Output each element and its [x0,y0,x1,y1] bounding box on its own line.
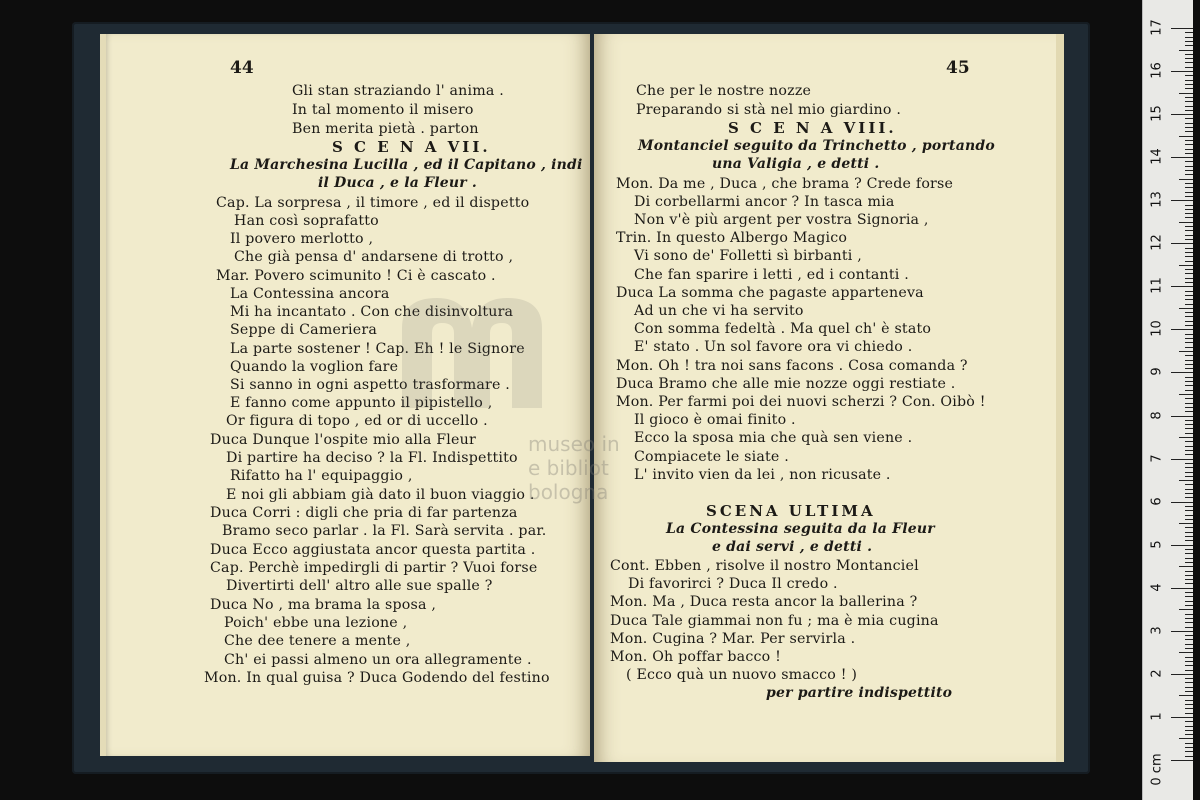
ruler-tick [1171,674,1193,675]
right-text-line: E' stato . Un sol favore ora vi chiedo . [634,339,913,355]
right-text-line: Mon. Da me , Duca , che brama ? Crede forse [616,176,954,192]
ruler-tick [1179,523,1193,524]
ruler-tick [1185,639,1193,640]
ruler-tick [1185,441,1193,442]
ruler-tick [1179,652,1193,653]
ruler-tick [1185,170,1193,171]
ruler-tick [1179,265,1193,266]
ruler-tick [1185,575,1193,576]
ruler-tick [1185,454,1193,455]
ruler-tick [1185,700,1193,701]
left-text-line: Mar. Povero scimunito ! Ci è cascato . [216,268,496,284]
ruler-tick [1185,299,1193,300]
ruler-tick [1185,476,1193,477]
ruler-tick [1185,420,1193,421]
ruler-tick [1185,252,1193,253]
right-text-line: Duca Bramo che alle mie nozze oggi restiate . [616,376,956,392]
ruler-tick [1185,183,1193,184]
left-text-line: Bramo seco parlar . la Fl. Sarà servita . par. [222,523,547,539]
ruler-tick [1185,605,1193,606]
ruler-number: 5 [1149,540,1165,549]
ruler-tick [1185,571,1193,572]
left-text-line: E noi gli abbiam già dato il buon viaggio . [226,487,535,503]
ruler-tick [1171,459,1193,460]
ruler-tick [1171,329,1193,330]
ruler-tick [1185,45,1193,46]
ruler-tick [1171,545,1193,546]
ruler-tick [1179,179,1193,180]
left-text-line: Divertirti dell' altro alle sue spalle ? [226,578,493,594]
right-page-number: 45 [946,58,970,78]
right-text-line: Mon. Oh poffar bacco ! [610,649,781,665]
ruler-tick [1185,726,1193,727]
ruler-tick [1185,751,1193,752]
ruler-tick [1185,101,1193,102]
right-text-line: Compiacete le siate . [634,449,789,465]
ruler-tick [1185,472,1193,473]
ruler-tick [1185,88,1193,89]
ruler-unit-label: 0 cm [1149,753,1165,786]
ruler-tick [1185,527,1193,528]
left-text-line: La parte sostener ! Cap. Eh ! le Signore [230,341,525,357]
ruler-tick [1185,519,1193,520]
ruler-number: 2 [1149,669,1165,678]
watermark-line: bologna [528,480,609,504]
left-text-line: Duca Ecco aggiustata ancor questa partita . [210,542,536,558]
right-text-line: L' invito vien da lei , non ricusate . [634,467,891,483]
ruler-tick [1185,256,1193,257]
ruler-tick [1171,631,1193,632]
ruler-tick [1185,540,1193,541]
ruler-tick [1185,235,1193,236]
ruler-tick [1185,80,1193,81]
ruler-tick [1185,627,1193,628]
ruler-number: 6 [1149,497,1165,506]
ruler-tick [1185,342,1193,343]
left-text-line: Seppe di Cameriera [230,322,378,338]
ruler-tick [1185,665,1193,666]
ruler-tick [1185,131,1193,132]
ruler-tick [1185,682,1193,683]
left-text-line: Mon. In qual guisa ? Duca Godendo del festino [204,670,550,686]
ruler-tick [1185,691,1193,692]
ruler-tick [1185,174,1193,175]
ruler-tick [1185,756,1193,757]
ruler-tick [1185,62,1193,63]
right-text-line: Ad un che vi ha servito [634,303,804,319]
ruler-tick [1185,205,1193,206]
ruler-tick [1179,136,1193,137]
right-text-line: Trin. In questo Albergo Magico [616,230,848,246]
ruler-tick [1185,428,1193,429]
ruler-number: 9 [1149,367,1165,377]
ruler-tick [1185,295,1193,296]
left-text-line: Di partire ha deciso ? la Fl. Indispettito [226,450,518,466]
right-text-line: Preparando si stà nel mio giardino . [636,102,902,118]
ruler-tick [1185,596,1193,597]
ruler-tick [1185,390,1193,391]
right-text-line: Duca La somma che pagaste apparteneva [616,285,924,301]
left-text-line: Si sanno in ogni aspetto trasformare . [230,377,511,393]
ruler-tick [1185,149,1193,150]
ruler-number: 10 [1149,320,1165,338]
ruler-tick [1185,558,1193,559]
ruler-number: 15 [1149,105,1165,122]
ruler-tick [1185,368,1193,369]
left-page-number: 44 [230,58,254,78]
ruler-tick [1171,760,1193,761]
right-text-line: Di corbellarmi ancor ? In tasca mia [634,194,895,210]
ruler-tick [1185,407,1193,408]
ruler-tick [1185,144,1193,145]
left-text-line: Duca Dunque l'ospite mio alla Fleur [210,432,476,448]
ruler-tick [1185,209,1193,210]
ruler-tick [1185,704,1193,705]
ruler-tick [1185,562,1193,563]
left-text-line: Che dee tenere a mente , [224,633,411,649]
ruler-tick [1185,37,1193,38]
ruler-tick [1185,239,1193,240]
ruler-tick [1185,347,1193,348]
watermark-text [528,432,620,504]
ruler-tick [1185,54,1193,55]
left-text-line: Duca No , ma brama la sposa , [210,597,437,613]
ruler-tick [1179,308,1193,309]
left-text-line: S C E N A VII. [332,138,491,156]
ruler-tick [1185,282,1193,283]
ruler-tick [1171,200,1193,201]
ruler-tick [1171,243,1193,244]
ruler-tick [1185,601,1193,602]
ruler-tick [1185,67,1193,68]
ruler-tick [1185,403,1193,404]
right-text-line: Vi sono de' Folletti sì birbanti , [634,248,862,264]
ruler-tick [1185,196,1193,197]
left-text-line: La Marchesina Lucilla , ed il Capitano , indi [230,157,583,173]
ruler-tick [1179,351,1193,352]
ruler-tick [1185,411,1193,412]
ruler-tick [1185,110,1193,111]
right-text-line: Che fan sparire i letti , ed i contanti . [634,267,909,283]
ruler-tick [1185,41,1193,42]
ruler-tick [1185,269,1193,270]
left-text-line: Quando la voglion fare [230,359,399,375]
ruler-tick [1179,609,1193,610]
right-text-line: ( Ecco quà un nuovo smacco ! ) [626,667,858,683]
right-text-line: Che per le nostre nozze [636,83,812,99]
ruler-tick [1185,161,1193,162]
ruler-number: 17 [1149,19,1165,36]
ruler-tick [1185,97,1193,98]
ruler-tick [1185,424,1193,425]
ruler-tick [1185,648,1193,649]
right-text-line: Mon. Oh ! tra noi sans facons . Cosa comanda ? [616,358,968,374]
ruler-tick [1185,325,1193,326]
ruler-tick [1185,106,1193,107]
right-text-line: Mon. Per farmi poi dei nuovi scherzi ? Con. Oibò ! [616,394,986,410]
ruler-tick [1185,291,1193,292]
ruler-tick [1185,338,1193,339]
right-text-line: una Valigia , e detti . [712,156,880,172]
ruler-tick [1179,566,1193,567]
watermark-line: e bibliot [528,456,609,480]
right-text-line: Duca Tale giammai non fu ; ma è mia cugina [610,613,939,629]
ruler-tick [1185,536,1193,537]
ruler-tick [1179,93,1193,94]
ruler-tick [1185,385,1193,386]
ruler-tick [1185,510,1193,511]
ruler-tick [1171,286,1193,287]
ruler-tick [1185,312,1193,313]
left-text-line: Poich' ebbe una lezione , [224,615,408,631]
ruler-tick [1185,321,1193,322]
ruler-number: 13 [1149,191,1165,209]
ruler-tick [1185,316,1193,317]
ruler-tick [1185,360,1193,361]
left-text-line: Mi ha incantato . Con che disinvoltura [230,304,514,320]
right-text-line: Mon. Cugina ? Mar. Per servirla . [610,631,856,647]
left-text-line: Che già pensa d' andarsene di trotto , [234,249,514,265]
ruler-tick [1185,153,1193,154]
ruler-tick [1185,450,1193,451]
ruler-number: 12 [1149,234,1165,252]
ruler-number: 11 [1149,277,1165,295]
ruler-tick [1179,50,1193,51]
ruler-tick [1185,506,1193,507]
ruler-tick [1171,372,1193,373]
ruler-tick [1185,463,1193,464]
left-text-line: Or figura di topo , ed or di uccello . [226,413,488,429]
ruler-tick [1185,446,1193,447]
right-text-line: per partire indispettito [766,685,953,701]
ruler-tick [1171,114,1193,115]
ruler-tick [1179,394,1193,395]
ruler-tick [1185,635,1193,636]
left-text-line: Cap. La sorpresa , il timore , ed il dispetto [216,195,530,211]
ruler-tick [1185,398,1193,399]
ruler-tick [1185,713,1193,714]
ruler-number: 14 [1149,148,1165,165]
ruler-tick [1185,497,1193,498]
ruler-tick [1185,278,1193,279]
ruler-number: 1 [1149,712,1165,721]
left-text-line: Rifatto ha l' equipaggio , [230,468,413,484]
ruler-tick [1179,480,1193,481]
ruler-tick [1185,515,1193,516]
ruler-tick [1185,532,1193,533]
left-text-line: La Contessina ancora [230,286,390,302]
left-text-line: In tal momento il misero [292,102,474,118]
ruler-tick [1185,614,1193,615]
right-page [594,34,1064,762]
right-text-line: Cont. Ebben , risolve il nostro Montanciel [610,558,919,574]
left-text-line: Ben merita pietà . parton [292,121,479,137]
ruler-tick [1185,355,1193,356]
museum-logo-watermark [392,288,572,418]
right-text-line: Montanciel seguito da Trinchetto , portando [638,138,995,154]
watermark-line: museo in [528,432,620,456]
ruler-tick [1171,502,1193,503]
ruler-tick [1171,717,1193,718]
ruler-tick [1185,187,1193,188]
ruler-tick [1185,747,1193,748]
ruler-tick [1185,687,1193,688]
ruler-tick [1185,127,1193,128]
ruler-tick [1171,28,1193,29]
ruler-tick [1171,157,1193,158]
right-text-line: SCENA ULTIMA [706,502,876,520]
ruler-tick [1185,467,1193,468]
left-text-line: Han così soprafatto [234,213,379,229]
right-text-line: Ecco la sposa mia che quà sen viene . [634,430,913,446]
ruler-tick [1185,622,1193,623]
ruler-tick [1185,708,1193,709]
ruler-tick [1185,248,1193,249]
ruler-tick [1185,670,1193,671]
ruler-tick [1185,304,1193,305]
ruler-tick [1185,583,1193,584]
ruler-tick [1179,738,1193,739]
right-text-line: Con somma fedeltà . Ma quel ch' è stato [634,321,932,337]
ruler-tick [1185,553,1193,554]
ruler-tick [1185,678,1193,679]
ruler-tick [1185,377,1193,378]
ruler-tick [1185,743,1193,744]
ruler-tick [1171,588,1193,589]
ruler-tick [1185,84,1193,85]
ruler-tick [1179,437,1193,438]
left-text-line: Duca Corri : digli che pria di far partenza [210,505,518,521]
ruler-tick [1185,226,1193,227]
ruler-number: 8 [1149,410,1165,420]
ruler-tick [1185,484,1193,485]
ruler-tick [1185,75,1193,76]
left-text-line: Il povero merlotto , [230,231,374,247]
ruler-tick [1185,273,1193,274]
ruler-tick [1185,549,1193,550]
right-text-line: La Contessina seguita da la Fleur [666,521,935,537]
ruler-tick [1185,579,1193,580]
ruler-tick [1179,222,1193,223]
ruler-tick [1185,644,1193,645]
ruler-number: 4 [1149,583,1165,592]
right-text-line: Di favorirci ? Duca Il credo . [628,576,838,592]
ruler-tick [1185,493,1193,494]
ruler-tick [1185,58,1193,59]
ruler-tick [1185,166,1193,167]
ruler-number: 16 [1149,62,1165,79]
ruler-tick [1185,661,1193,662]
ruler-tick [1185,730,1193,731]
left-text-line: Gli stan straziando l' anima . [292,83,504,99]
left-text-line: il Duca , e la Fleur . [318,175,477,191]
ruler-tick [1171,416,1193,417]
ruler-tick [1185,192,1193,193]
ruler-tick [1185,140,1193,141]
ruler-tick [1185,217,1193,218]
right-text-line: e dai servi , e detti . [712,539,873,555]
measurement-ruler [1142,0,1193,800]
ruler-tick [1179,695,1193,696]
ruler-tick [1185,657,1193,658]
left-text-line: Cap. Perchè impedirgli di partir ? Vuoi forse [210,560,538,576]
right-text-line: S C E N A VIII. [728,119,897,137]
right-text-line: Mon. Ma , Duca resta ancor la ballerina ? [610,594,918,610]
ruler-tick [1185,123,1193,124]
ruler-number: 7 [1149,453,1165,463]
ruler-tick [1185,489,1193,490]
left-text-line: Ch' ei passi almeno un ora allegramente . [224,652,532,668]
ruler-tick [1185,592,1193,593]
ruler-tick [1185,433,1193,434]
ruler-tick [1171,71,1193,72]
ruler-tick [1185,213,1193,214]
ruler-tick [1185,334,1193,335]
ruler-tick [1185,618,1193,619]
ruler-tick [1185,734,1193,735]
ruler-tick [1185,261,1193,262]
ruler-tick [1185,32,1193,33]
left-text-line: E fanno come appunto il pipistello , [230,395,493,411]
ruler-tick [1185,721,1193,722]
ruler-tick [1185,230,1193,231]
right-text-line: Il gioco è omai finito . [634,412,796,428]
ruler-tick [1185,381,1193,382]
ruler-number: 3 [1149,626,1165,635]
ruler-tick [1185,118,1193,119]
ruler-tick [1185,364,1193,365]
right-text-line: Non v'è più argent per vostra Signoria , [634,212,929,228]
